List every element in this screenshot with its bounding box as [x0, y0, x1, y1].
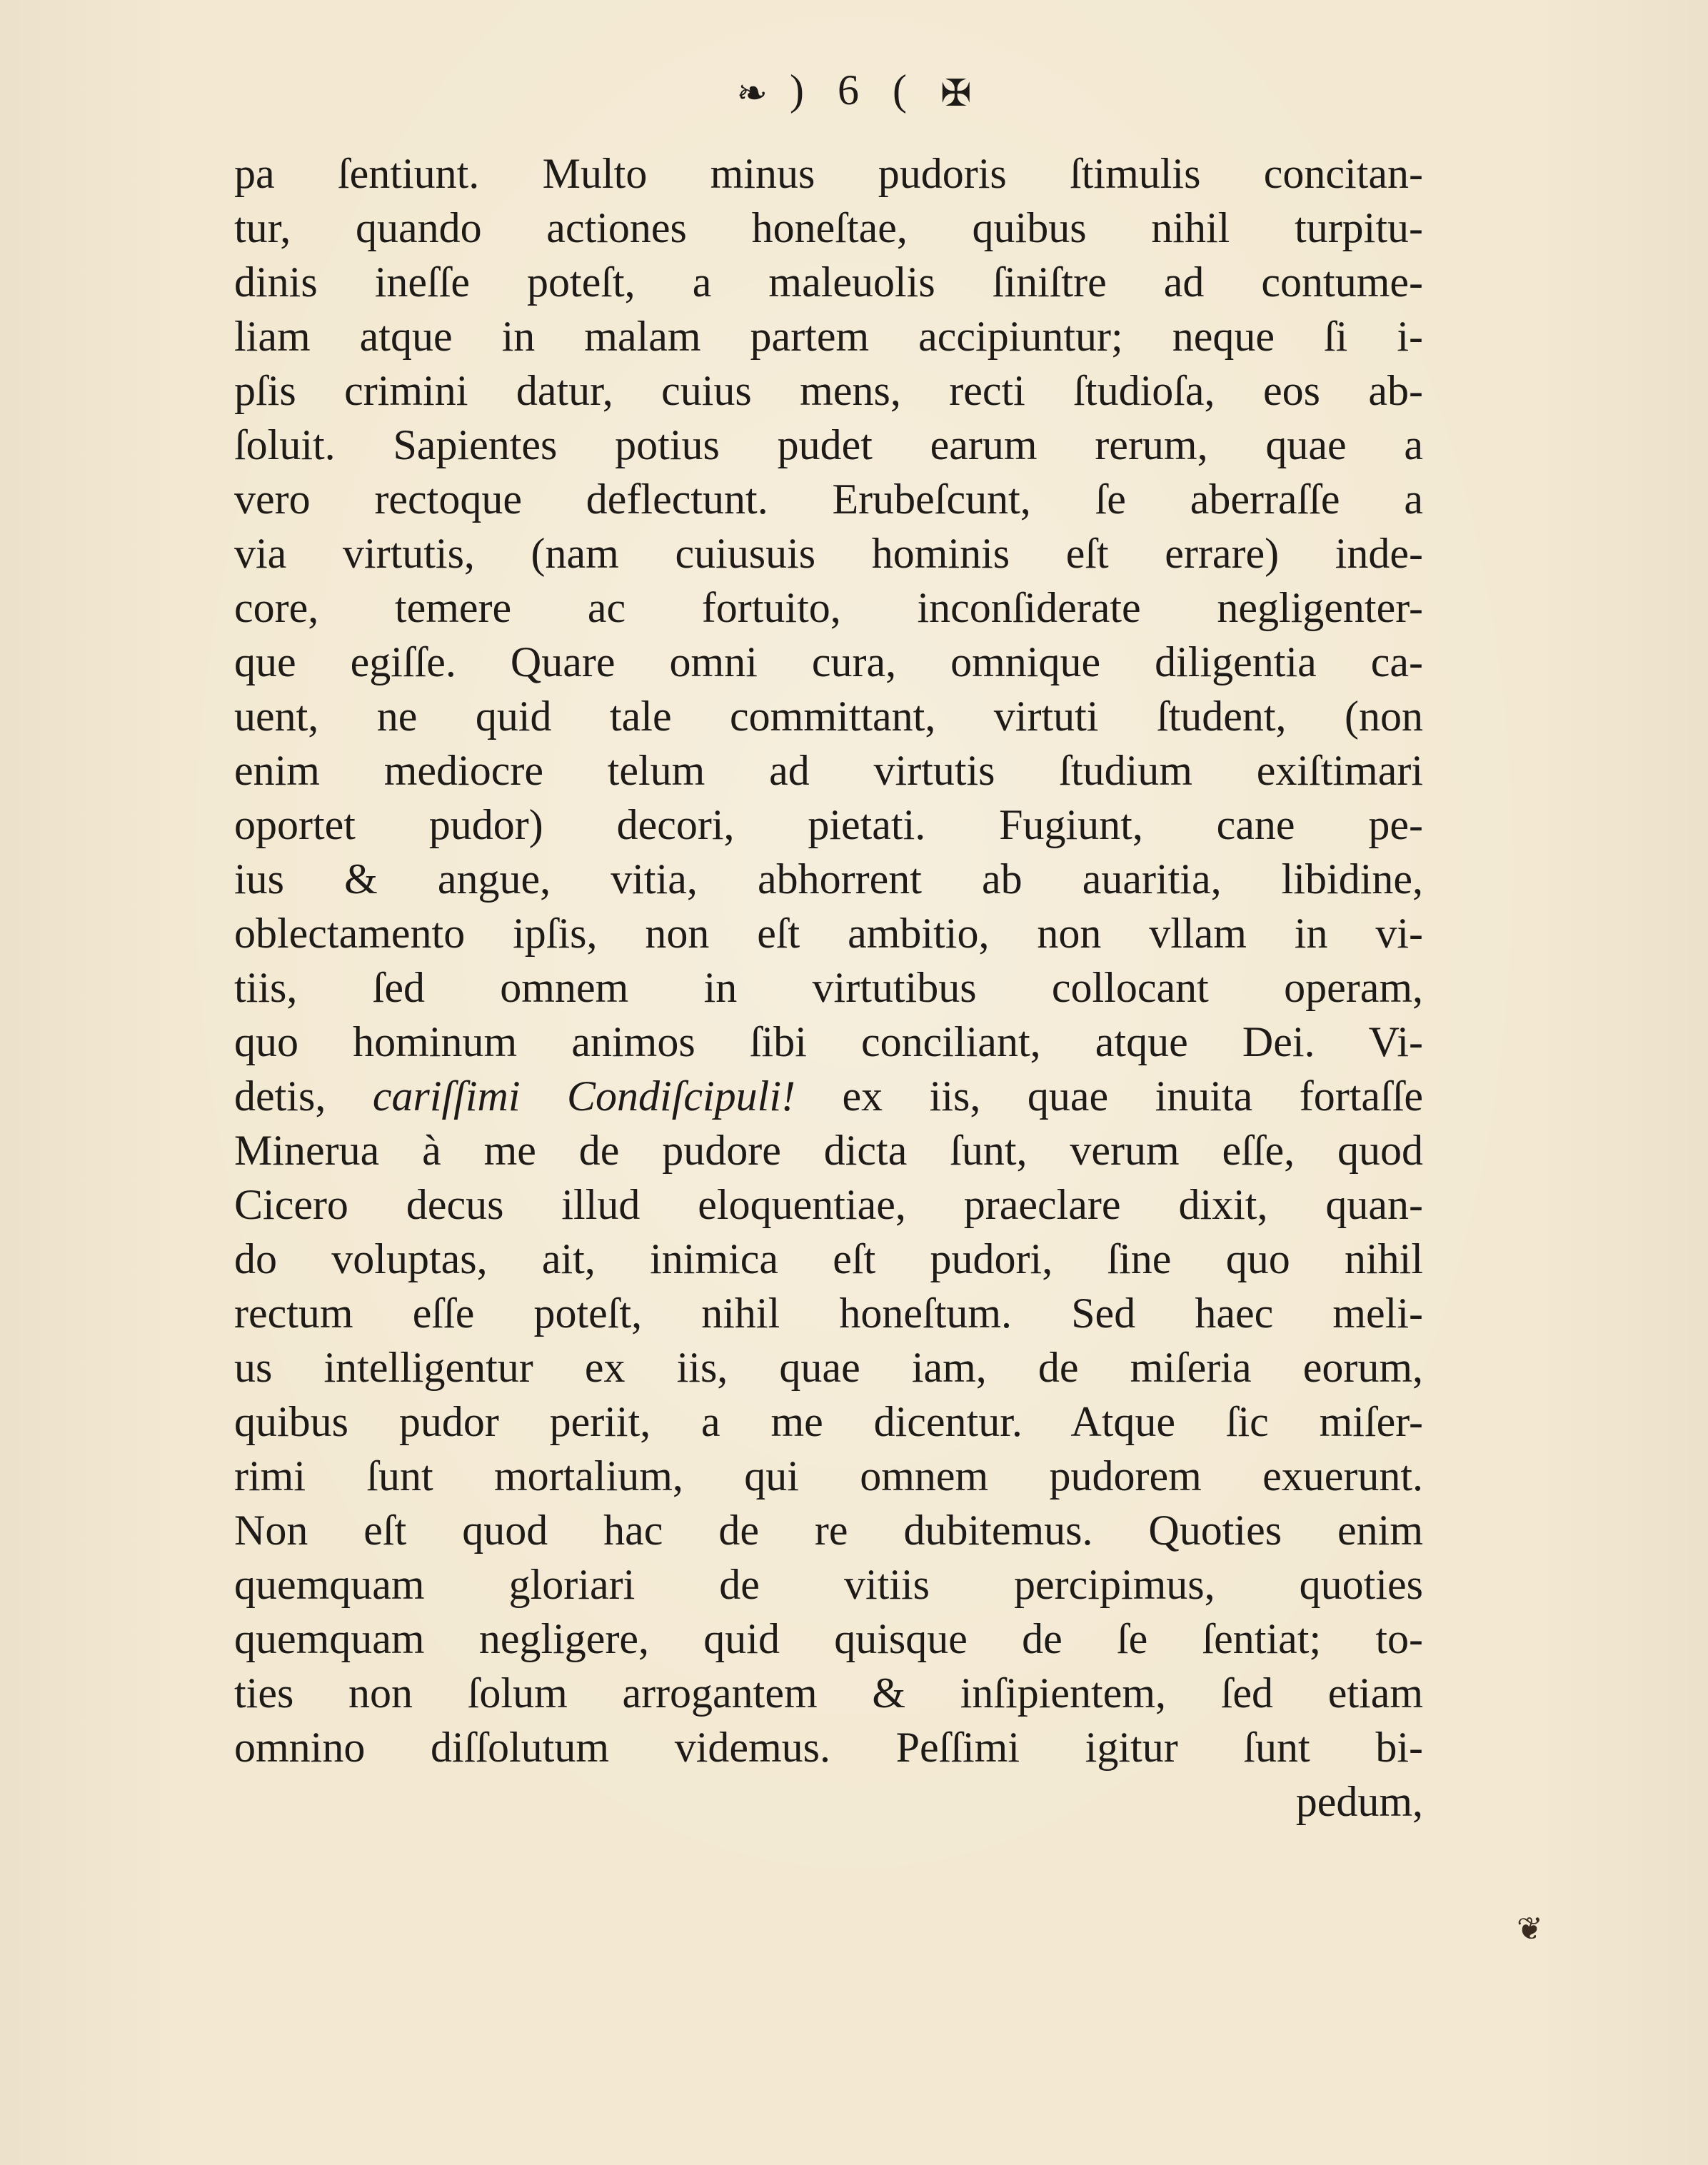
- text-line: Minerua à me de pudore dicta ſunt, verum eſſe, quod: [234, 1127, 1423, 1174]
- text-line: tiis, ſed omnem in virtutibus collocant operam,: [234, 964, 1423, 1011]
- text-line: us intelligentur ex iis, quae iam, de miſeria eorum,: [234, 1344, 1423, 1391]
- text-line: pſis crimini datur, cuius mens, recti ſtudioſa, eos ab-: [234, 367, 1423, 414]
- text-line: core, temere ac fortuito, inconſiderate negligenter-: [234, 584, 1423, 631]
- text-line: oportet pudor) decori, pietati. Fugiunt, cane pe-: [234, 801, 1423, 848]
- text-line: oblectamento ipſis, non eſt ambitio, non vllam in vi-: [234, 910, 1423, 957]
- text-line: via virtutis, (nam cuiusuis hominis eſt errare) inde-: [234, 530, 1423, 577]
- italic-address: cariſſimi Condiſcipuli!: [372, 1073, 795, 1120]
- text-line: liam atque in malam partem accipiuntur; neque ſi i-: [234, 313, 1423, 360]
- text-line: quemquam negligere, quid quisque de ſe ſentiat; to-: [234, 1615, 1423, 1662]
- text-line: vero rectoque deflectunt. Erubeſcunt, ſe aberraſſe a: [234, 476, 1423, 523]
- text-line: ſoluit. Sapientes potius pudet earum rerum, quae a: [234, 421, 1423, 468]
- text-line: do voluptas, ait, inimica eſt pudori, ſine quo nihil: [234, 1235, 1423, 1282]
- text-line: enim mediocre telum ad virtutis ſtudium exiſtimari: [234, 747, 1423, 794]
- text-line: dinis ineſſe poteſt, a maleuolis ſiniſtre ad contume-: [234, 258, 1423, 306]
- text-line-with-italic: [234, 1069, 1423, 1123]
- text-line: rectum eſſe poteſt, nihil honeſtum. Sed haec meli-: [234, 1290, 1423, 1337]
- text-line: quibus pudor periit, a me dicentur. Atque ſic miſer-: [234, 1398, 1423, 1445]
- text-line: que egiſſe. Quare omni cura, omnique diligentia ca-: [234, 638, 1423, 685]
- page-number: ) 6 (: [790, 66, 918, 114]
- left-ornament: ❧: [736, 74, 768, 115]
- body-text: [234, 146, 1423, 1829]
- text-segment: detis,: [234, 1073, 326, 1120]
- right-ornament: ✠: [940, 74, 972, 115]
- catchword: pedum,: [1295, 1778, 1423, 1825]
- text-line: tur, quando actiones honeſtae, quibus nihil turpitu-: [234, 204, 1423, 251]
- text-segment: ex iis, quae inuita fortaſſe: [842, 1073, 1423, 1120]
- text-line: rimi ſunt mortalium, qui omnem pudorem exuerunt.: [234, 1452, 1423, 1500]
- text-line: Non eſt quod hac de re dubitemus. Quoties enim: [234, 1507, 1423, 1554]
- text-line: Cicero decus illud eloquentiae, praeclare dixit, quan-: [234, 1181, 1423, 1228]
- ornament-mark: ❦: [1517, 1912, 1543, 1947]
- text-line: quemquam gloriari de vitiis percipimus, quoties: [234, 1561, 1423, 1608]
- text-line: omnino diſſolutum videmus. Peſſimi igitur ſunt bi-: [234, 1724, 1423, 1771]
- text-line: uent, ne quid tale committant, virtuti ſtudent, (non: [234, 693, 1423, 740]
- text-line: ties non ſolum arrogantem & inſipientem, ſed etiam: [234, 1669, 1423, 1717]
- text-line: pa ſentiunt. Multo minus pudoris ſtimulis concitan-: [234, 150, 1423, 197]
- text-line: quo hominum animos ſibi conciliant, atque Dei. Vi-: [234, 1018, 1423, 1065]
- page-header: [0, 66, 1708, 115]
- text-line: ius & angue, vitia, abhorrent ab auaritia, libidine,: [234, 855, 1423, 903]
